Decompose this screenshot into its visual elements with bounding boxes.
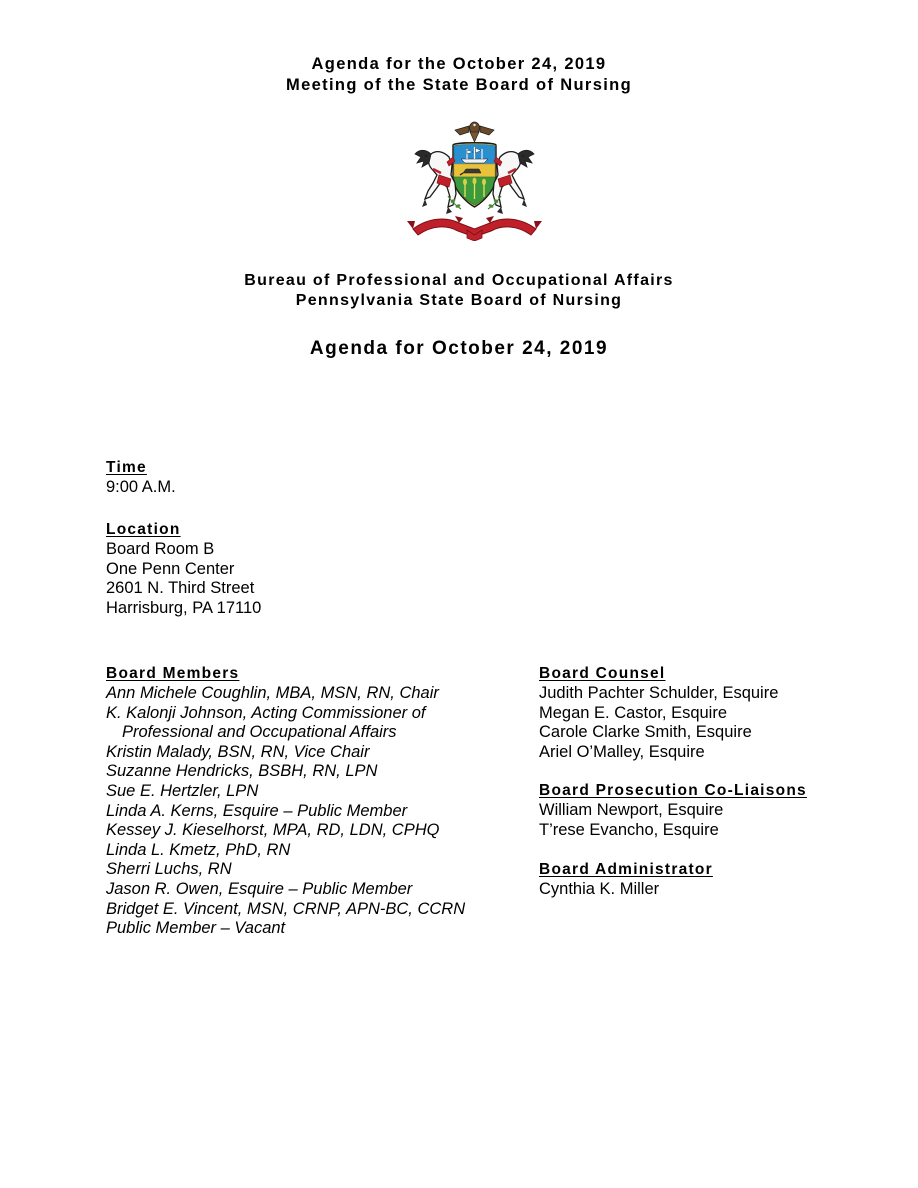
board-prosecution-section	[539, 782, 879, 840]
board-member-entry: Kessey J. Kieselhorst, MPA, RD, LDN, CPHQ	[106, 821, 440, 840]
board-member-entry: Suzanne Hendricks, BSBH, RN, LPN	[106, 762, 378, 781]
board-administrator-entry: Cynthia K. Miller	[539, 879, 660, 898]
board-member-entry-continuation: Professional and Occupational Affairs	[122, 723, 397, 742]
board-members-section	[106, 665, 526, 939]
time-heading: Time	[106, 459, 147, 476]
board-prosecution-entry: T’rese Evancho, Esquire	[539, 820, 719, 839]
board-member-entry: Linda A. Kerns, Esquire – Public Member	[106, 801, 408, 820]
board-prosecution-heading: Board Prosecution Co-Liaisons	[539, 782, 807, 800]
time-section	[106, 459, 176, 498]
board-member-entry: Ann Michele Coughlin, MBA, MSN, RN, Chair	[106, 684, 439, 702]
board-prosecution-entry: William Newport, Esquire	[539, 801, 724, 820]
board-member-entry: Linda L. Kmetz, PhD, RN	[106, 840, 291, 859]
board-counsel-entry: Ariel O’Malley, Esquire	[539, 742, 705, 761]
bureau-heading-block	[0, 271, 918, 311]
left-horse-icon	[415, 150, 456, 214]
location-heading: Location	[106, 521, 181, 538]
pennsylvania-coat-of-arms-seal	[403, 117, 546, 241]
board-member-entry: Bridget E. Vincent, MSN, CRNP, APN-BC, CCRN	[106, 899, 466, 918]
board-counsel-entry: Judith Pachter Schulder, Esquire	[539, 684, 779, 702]
board-counsel-heading: Board Counsel	[539, 665, 666, 682]
header-line-1: Agenda for the October 24, 2019	[311, 55, 607, 73]
bureau-line-1: Bureau of Professional and Occupational Affairs	[244, 272, 674, 289]
document-header	[0, 54, 918, 96]
board-member-entry: Sue E. Hertzler, LPN	[106, 781, 259, 800]
board-member-entry: Public Member – Vacant	[106, 919, 286, 938]
board-member-entry: K. Kalonji Johnson, Acting Commissioner of	[106, 703, 426, 722]
location-line: 2601 N. Third Street	[106, 579, 255, 598]
board-counsel-entry: Carole Clarke Smith, Esquire	[539, 723, 752, 742]
shield-emblem	[453, 143, 496, 207]
board-member-entry: Sherri Luchs, RN	[106, 860, 232, 879]
board-members-heading: Board Members	[106, 665, 240, 682]
agenda-date-heading: Agenda for October 24, 2019	[309, 338, 609, 359]
board-counsel-entry: Megan E. Castor, Esquire	[539, 703, 728, 722]
board-administrator-heading: Board Administrator	[539, 860, 713, 878]
location-section	[106, 521, 261, 618]
location-line: Board Room B	[106, 540, 215, 558]
eagle-icon	[455, 122, 494, 142]
board-member-entry: Jason R. Owen, Esquire – Public Member	[106, 879, 413, 898]
header-line-2: Meeting of the State Board of Nursing	[285, 76, 633, 94]
time-value: 9:00 A.M.	[106, 478, 176, 496]
board-member-entry: Kristin Malady, BSN, RN, Vice Chair	[106, 742, 370, 761]
location-line: One Penn Center	[106, 559, 235, 578]
right-horse-icon	[493, 150, 534, 214]
board-administrator-section	[539, 861, 879, 900]
board-counsel-section	[539, 665, 879, 762]
right-column	[539, 665, 879, 899]
ribbon-banner	[407, 216, 542, 241]
bureau-line-2: Pennsylvania State Board of Nursing	[295, 292, 623, 309]
location-line: Harrisburg, PA 17110	[106, 598, 262, 617]
